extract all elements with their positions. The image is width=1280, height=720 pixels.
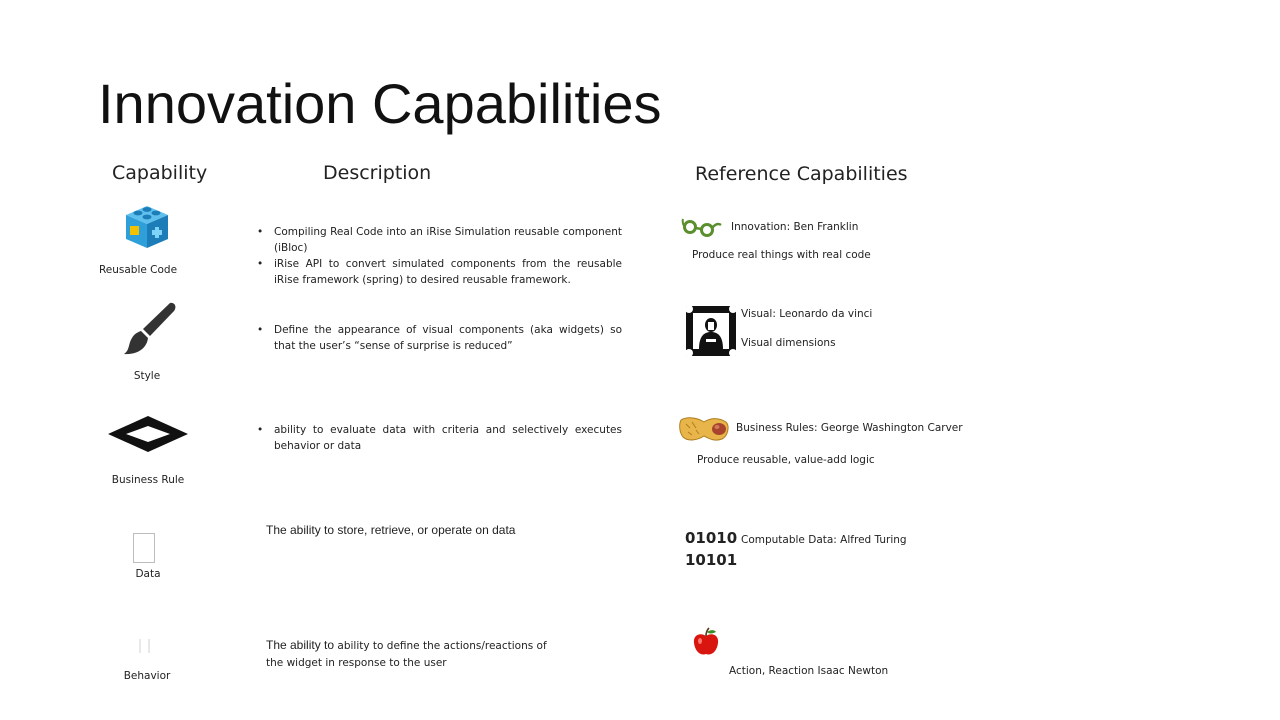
description-bullet: • Define the appearance of visual components (aka widgets) so that the user’s “sense of surprise is reduced” [274, 322, 622, 354]
capability-label-reusable-code: Reusable Code [98, 264, 178, 276]
binary-line-1: 01010 [685, 529, 738, 547]
reference-name-franklin: Innovation: Ben Franklin [731, 221, 859, 233]
description-behavior-prefix: The ability to [266, 638, 335, 652]
capability-label-style: Style [133, 370, 161, 382]
description-bullet: • Compiling Real Code into an iRise Simulation reusable component (iBloc) [274, 224, 622, 256]
reference-name-newton: Action, Reaction Isaac Newton [729, 665, 889, 677]
reference-column-header: Reference Capabilities [695, 163, 908, 185]
paintbrush-icon [120, 300, 178, 358]
diamond-icon [106, 414, 190, 454]
capability-column-header: Capability [112, 162, 208, 184]
description-behavior-rest: ability to define the actions/reactions of the widget in response to the user [266, 640, 547, 669]
behavior-glyph-icon [139, 638, 151, 654]
reference-name-carver: Business Rules: George Washington Carver [736, 422, 963, 434]
description-column-header: Description [323, 162, 432, 184]
mona-lisa-frame-icon [685, 305, 737, 357]
description-business-rule [258, 422, 622, 454]
data-glyph-icon [133, 533, 155, 563]
reference-detail-franklin: Produce real things with real code [692, 249, 871, 261]
reference-name-da-vinci: Visual: Leonardo da vinci [741, 308, 873, 320]
description-behavior [266, 637, 548, 671]
capability-label-behavior: Behavior [123, 670, 171, 682]
reference-detail-carver: Produce reusable, value-add logic [697, 454, 875, 466]
binary-line-2: 10101 [685, 551, 738, 569]
description-reusable-code [258, 224, 622, 288]
peanut-icon [678, 414, 730, 444]
capability-label-business-rule: Business Rule [111, 474, 185, 486]
binary-digits-icon [685, 527, 737, 571]
description-data: The ability to store, retrieve, or operate on data [266, 523, 516, 537]
description-bullet: • ability to evaluate data with criteria and selectively executes behavior or data [274, 422, 622, 454]
slide-title: Innovation Capabilities [98, 72, 662, 135]
spectacles-icon [680, 216, 722, 240]
lego-block-icon [122, 202, 172, 252]
capability-label-data: Data [135, 568, 161, 580]
description-style [258, 322, 622, 354]
reference-name-turing: Computable Data: Alfred Turing [741, 534, 907, 546]
description-bullet: • iRise API to convert simulated components from the reusable iRise framework (spring) to desired reusable framework. [274, 256, 622, 288]
reference-detail-da-vinci: Visual dimensions [741, 337, 836, 349]
apple-icon [692, 627, 720, 657]
